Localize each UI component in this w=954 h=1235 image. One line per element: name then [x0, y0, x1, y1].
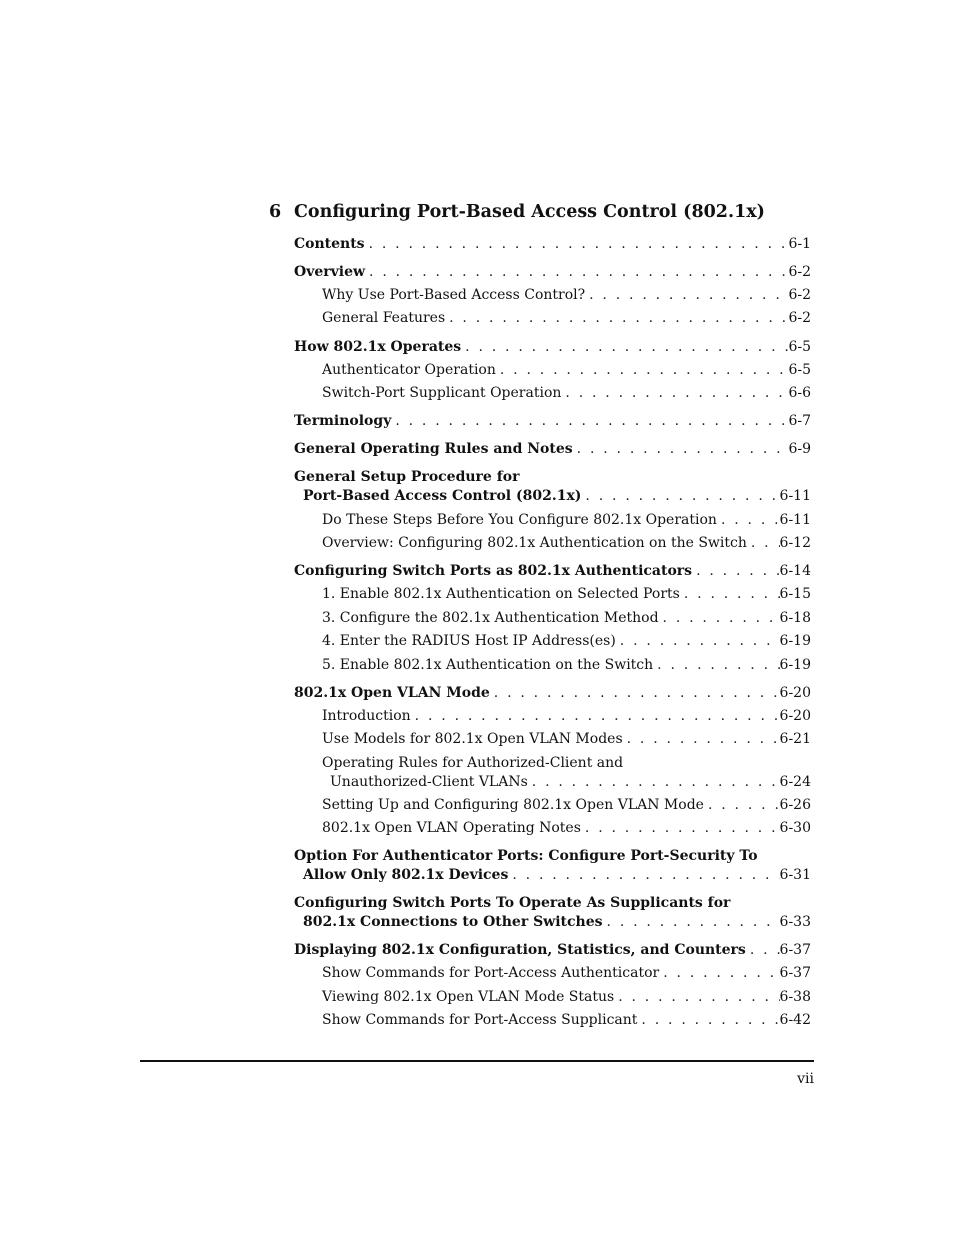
toc-entry-step-5[interactable]: 5. Enable 802.1x Authentication on the Switch . . . 6-19 [322, 656, 811, 674]
toc-entry-vlan-rules-line1: Operating Rules for Authorized-Client and [322, 755, 624, 771]
toc-entry-before-configure[interactable]: Do These Steps Before You Configure 802.1x Operation . . . 6-11 [322, 511, 811, 529]
toc-entry-contents[interactable]: Contents . . . 6-1 [294, 235, 811, 253]
toc-entry-use-models[interactable]: Use Models for 802.1x Open VLAN Modes . . . 6-21 [322, 730, 811, 748]
toc-entry-authenticator-operation[interactable]: Authenticator Operation . . . 6-5 [322, 361, 811, 379]
toc-entry-operating-rules[interactable]: General Operating Rules and Notes . . . 6-9 [294, 440, 811, 458]
toc-entry-supplicant-operation[interactable]: Switch-Port Supplicant Operation . . . 6-6 [322, 384, 811, 402]
toc-entry-vlan-rules[interactable]: Unauthorized-Client VLANs . . . 6-24 [330, 773, 811, 791]
toc-entry-how-operates[interactable]: How 802.1x Operates . . . 6-5 [294, 338, 811, 356]
toc-entry-configuring-authenticators[interactable]: Configuring Switch Ports as 802.1x Authenticators . . . 6-14 [294, 562, 811, 580]
toc-entry-step-1[interactable]: 1. Enable 802.1x Authentication on Selected Ports . . . 6-15 [322, 585, 811, 603]
toc-entry-terminology[interactable]: Terminology . . . 6-7 [294, 412, 811, 430]
toc-entry-port-security[interactable]: Allow Only 802.1x Devices . . . 6-31 [303, 866, 811, 884]
toc-entry-step-3[interactable]: 3. Configure the 802.1x Authentication Method . . . 6-18 [322, 609, 811, 627]
toc-entry-overview-configuring[interactable]: Overview: Configuring 802.1x Authentication on the Switch . . . 6-12 [322, 534, 811, 552]
footer-rule [140, 1060, 814, 1062]
toc-entry-displaying[interactable]: Displaying 802.1x Configuration, Statistics, and Counters . . . 6-37 [294, 941, 811, 959]
toc-entry-open-vlan-mode[interactable]: 802.1x Open VLAN Mode . . . 6-20 [294, 684, 811, 702]
toc-entry-show-authenticator[interactable]: Show Commands for Port-Access Authenticator . . . 6-37 [322, 964, 811, 982]
toc-entry-setting-up-open-vlan[interactable]: Setting Up and Configuring 802.1x Open VLAN Mode . . . 6-26 [322, 796, 811, 814]
toc-entry-port-security-line1: Option For Authenticator Ports: Configure Port-Security To [294, 848, 758, 864]
chapter-heading [269, 202, 765, 222]
toc-entry-setup-line1: General Setup Procedure for [294, 469, 520, 485]
page-number: vii [797, 1071, 814, 1087]
toc-entry-overview[interactable]: Overview . . . 6-2 [294, 263, 811, 281]
toc-entry-open-vlan-notes[interactable]: 802.1x Open VLAN Operating Notes . . . 6-30 [322, 819, 811, 837]
toc-entry-show-supplicant[interactable]: Show Commands for Port-Access Supplicant . . . 6-42 [322, 1011, 811, 1029]
toc-entry-supplicants-line1: Configuring Switch Ports To Operate As Supplicants for [294, 895, 731, 911]
toc-entry-general-features[interactable]: General Features . . . 6-2 [322, 309, 811, 327]
toc-entry-setup-procedure[interactable]: Port-Based Access Control (802.1x) . . . 6-11 [303, 487, 811, 505]
toc-entry-introduction[interactable]: Introduction . . . 6-20 [322, 707, 811, 725]
toc-entry-step-4[interactable]: 4. Enter the RADIUS Host IP Address(es) . . . 6-19 [322, 632, 811, 650]
chapter-number: 6 [269, 202, 282, 222]
chapter-title: Configuring Port-Based Access Control (802.1x) [294, 202, 765, 222]
toc-entry-viewing-open-vlan[interactable]: Viewing 802.1x Open VLAN Mode Status . . . 6-38 [322, 988, 811, 1006]
toc-entry-supplicants[interactable]: 802.1x Connections to Other Switches . . . 6-33 [303, 913, 811, 931]
toc-entry-why-use[interactable]: Why Use Port-Based Access Control? . . . 6-2 [322, 286, 811, 304]
